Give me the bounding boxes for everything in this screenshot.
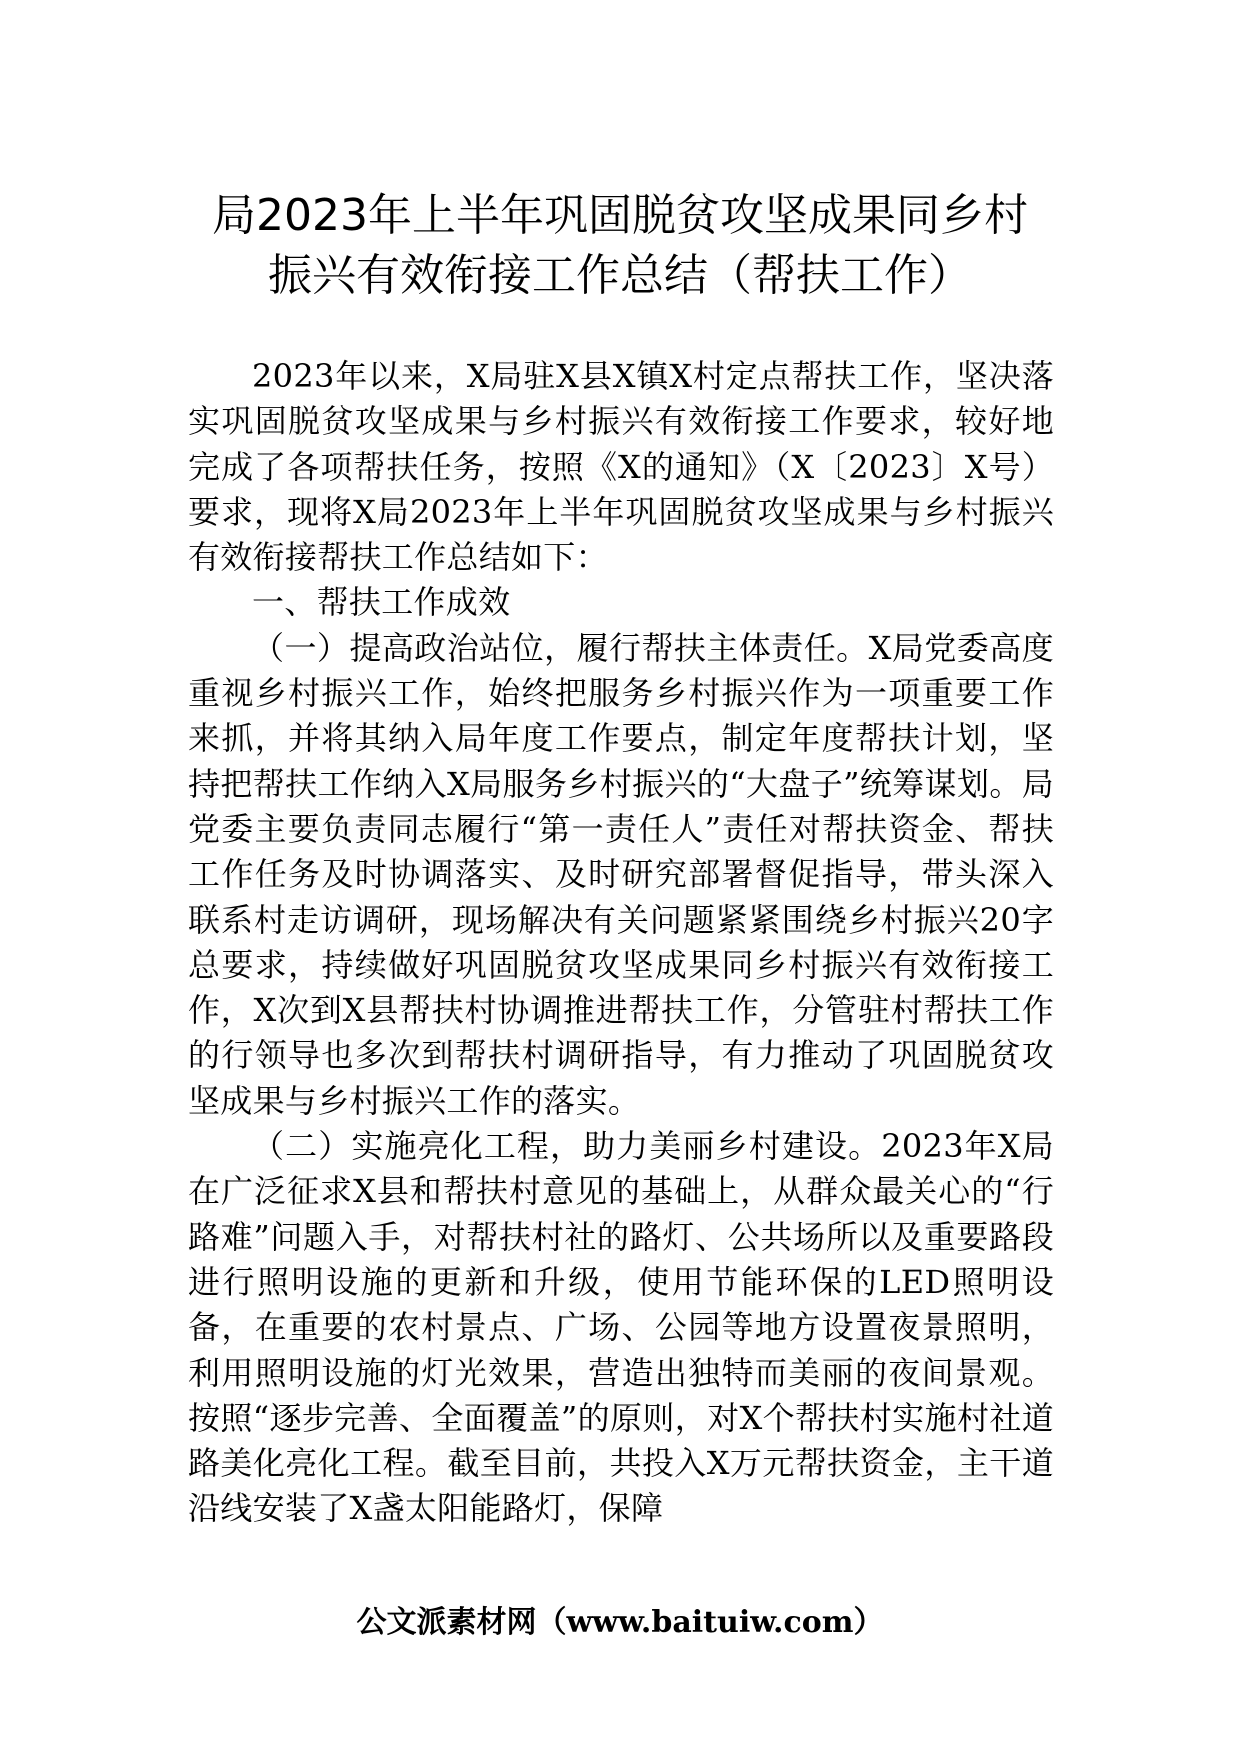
document-title-line-1: 局2023年上半年巩固脱贫攻坚成果同乡村 [212, 190, 1028, 241]
document-title-line-2: 振兴有效衔接工作总结（帮扶工作） [268, 250, 972, 301]
paragraph-political-stance: （一）提高政治站位，履行帮扶主体责任。X局党委高度重视乡村振兴工作，始终把服务乡村振兴作为一项重要工作来抓，并将其纳入局年度工作要点，制定年度帮扶计划，坚持把帮扶工作纳入X局服务乡村振兴的“大盘子”统筹谋划。局党委主要负责同志履行“第一责任人”责任对帮扶资金、帮扶工作任务及时协调落实、及时研究部署督促指导，带头深入联系村走访调研，现场解决有关问题紧紧围绕乡村振兴20字总要求，持续做好巩固脱贫攻坚成果同乡村振兴有效衔接工作，X次到X县帮扶村协调推进帮扶工作，分管驻村帮扶工作的行领导也多次到帮扶村调研指导，有力推动了巩固脱贫攻坚成果与乡村振兴工作的落实。 [188, 628, 1054, 1120]
intro-paragraph: 2023年以来，X局驻X县X镇X村定点帮扶工作，坚决落实巩固脱贫攻坚成果与乡村振兴有效衔接工作要求，较好地完成了各项帮扶任务，按照《X的通知》（X〔2023〕X号）要求，现将X局2023年上半年巩固脱贫攻坚成果与乡村振兴有效衔接帮扶工作总结如下： [188, 357, 1054, 577]
document-body [188, 354, 1054, 1532]
paragraph-lighting-project: （二）实施亮化工程，助力美丽乡村建设。2023年X局在广泛征求X县和帮扶村意见的基础上，从群众最关心的“行路难”问题入手，对帮扶村社的路灯、公共场所以及重要路段进行照明设施的更新和升级，使用节能环保的LED照明设备，在重要的农村景点、广场、公园等地方设置夜景照明，利用照明设施的灯光效果，营造出独特而美丽的夜间景观。按照“逐步完善、全面覆盖”的原则，对X个帮扶村实施村社道路美化亮化工程。截至目前，共投入X万元帮扶资金，主干道沿线安装了X盏太阳能路灯，保障 [188, 1127, 1054, 1528]
footer-watermark: 公文派素材网（www.baituiw.com） [356, 1605, 884, 1640]
section-heading: 一、帮扶工作成效 [252, 583, 511, 622]
